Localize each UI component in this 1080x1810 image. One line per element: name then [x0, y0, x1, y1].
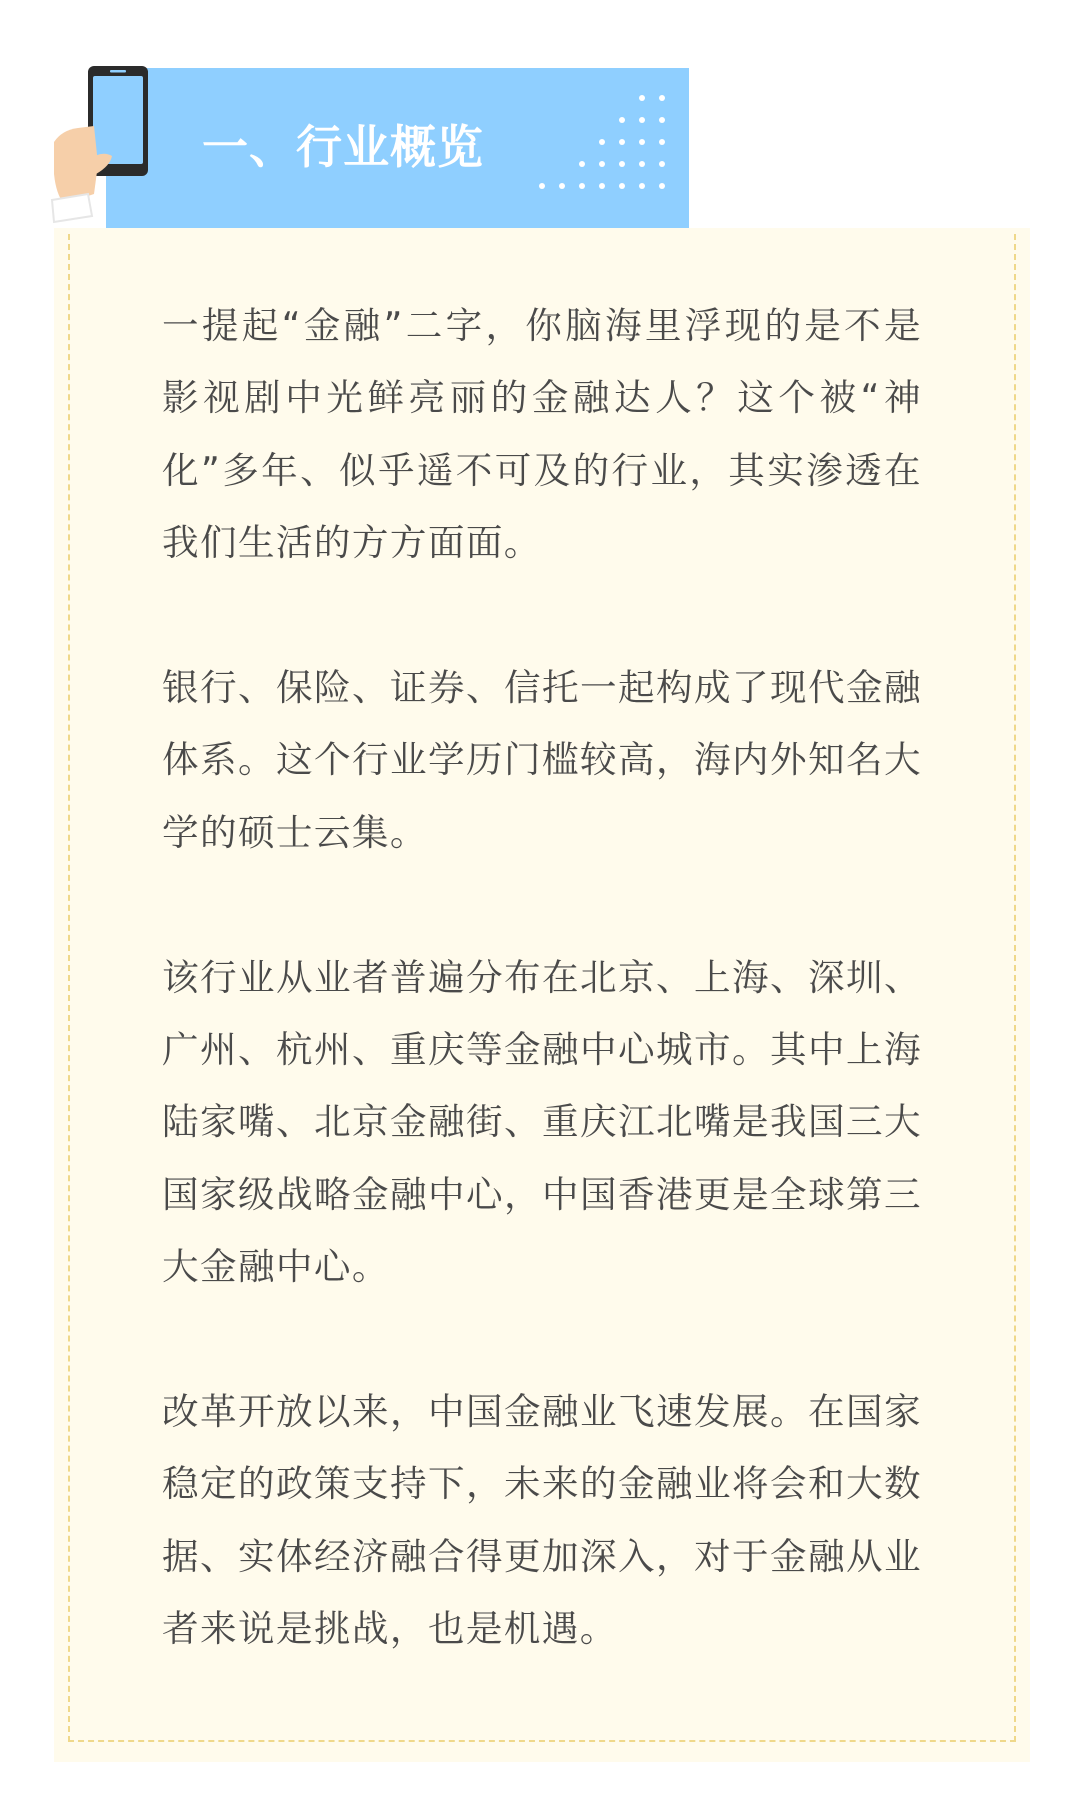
paragraph-intro: 一提起“金融”二字，你脑海里浮现的是不是影视剧中光鲜亮丽的金融达人？这个被“神化”多年、似乎遥不可及的行业，其实渗透在我们生活的方方面面。 — [162, 304, 922, 565]
content-panel — [54, 228, 1030, 1762]
dots-pattern-icon — [526, 90, 676, 210]
paragraph-finance-system: 银行、保险、证券、信托一起构成了现代金融体系。这个行业学历门槛较高，海内外知名大学的硕士云集。 — [162, 666, 922, 854]
section-title: 一、行业概览 — [202, 120, 484, 174]
phone-in-hand-icon — [48, 64, 158, 224]
section-header-banner — [106, 68, 689, 228]
article-body — [162, 290, 922, 1666]
paragraph-city-distribution: 该行业从业者普遍分布在北京、上海、深圳、广州、杭州、重庆等金融中心城市。其中上海陆家嘴、北京金融街、重庆江北嘴是我国三大国家级战略金融中心，中国香港更是全球第三大金融中心。 — [162, 955, 922, 1289]
paragraph-future-outlook: 改革开放以来，中国金融业飞速发展。在国家稳定的政策支持下，未来的金融业将会和大数据、实体经济融合得更加深入，对于金融从业者来说是挑战，也是机遇。 — [162, 1390, 922, 1651]
